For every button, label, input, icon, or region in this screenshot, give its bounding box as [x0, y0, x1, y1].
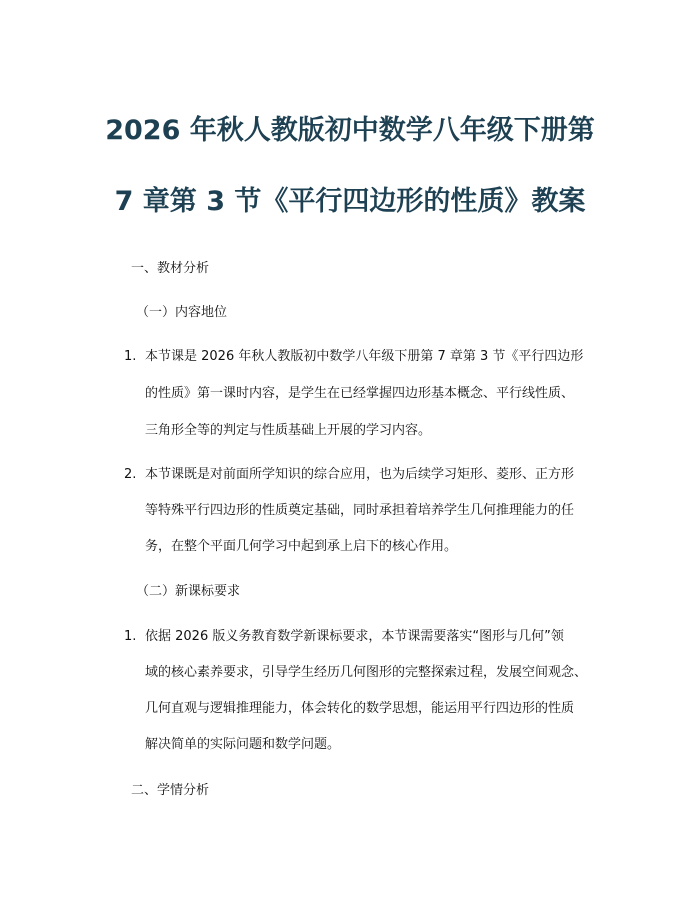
list-item-line: 三角形全等的判定与性质基础上开展的学习内容。	[145, 423, 432, 438]
list-item-line: 几何直观与逻辑推理能力，体会转化的数学思想，能运用平行四边形的性质	[145, 701, 575, 716]
list-item-line: 等特殊平行四边形的性质奠定基础，同时承担着培养学生几何推理能力的任	[145, 503, 575, 518]
list-item-line: 的性质》第一课时内容，是学生在已经掌握四边形基本概念、平行线性质、	[145, 386, 575, 401]
document-title-line-2: 7 章第 3 节《平行四边形的性质》教案	[114, 186, 586, 217]
subsection-heading-curriculum-requirements: （二）新课标要求	[136, 584, 241, 599]
list-item-line: 依据 2026 版义务教育数学新课标要求，本节课需要落实“图形与几何”领	[145, 629, 564, 644]
list-item-line: 解决简单的实际问题和数学问题。	[145, 737, 341, 752]
list-item-line: 本节课既是对前面所学知识的综合应用，也为后续学习矩形、菱形、正方形	[145, 467, 575, 482]
section-heading-textbook-analysis: 一、教材分析	[131, 261, 210, 276]
list-item-number: 2.	[124, 467, 137, 482]
document-title-line-1: 2026 年秋人教版初中数学八年级下册第	[105, 115, 595, 146]
list-item-line: 本节课是 2026 年秋人教版初中数学八年级下册第 7 章第 3 节《平行四边形	[145, 349, 584, 364]
list-item-line: 务，在整个平面几何学习中起到承上启下的核心作用。	[145, 539, 458, 554]
list-item-number: 1.	[124, 629, 137, 644]
section-heading-student-analysis: 二、学情分析	[131, 783, 210, 798]
list-item-line: 域的核心素养要求，引导学生经历几何图形的完整探索过程，发展空间观念、	[145, 665, 588, 680]
subsection-heading-content-position: （一）内容地位	[136, 305, 228, 320]
list-item-number: 1.	[124, 349, 137, 364]
